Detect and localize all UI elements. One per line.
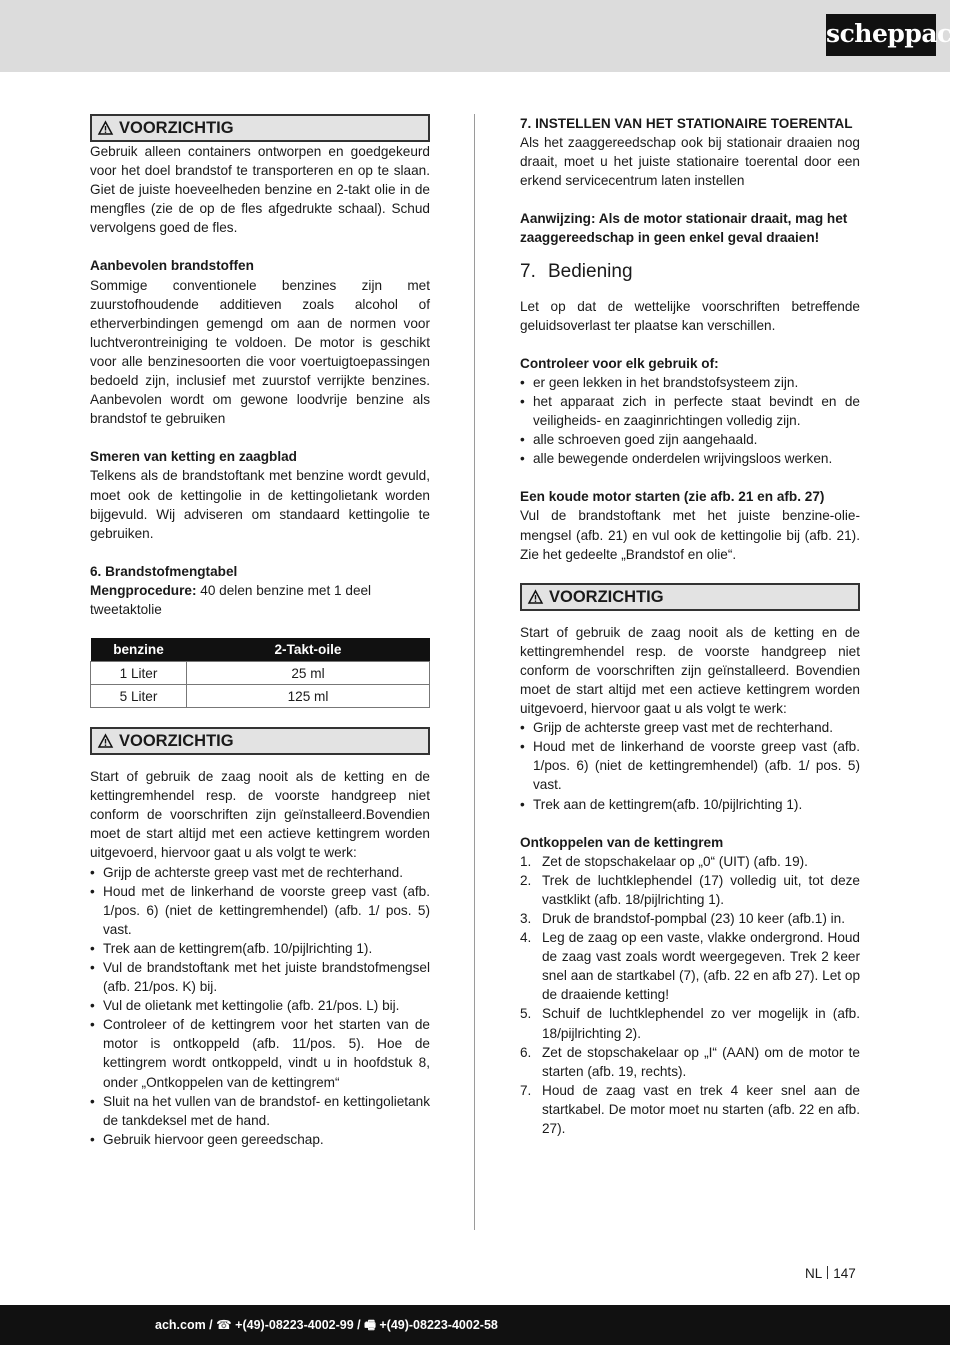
fuel-mix-table [90,638,430,708]
brand-logo: scheppach [826,14,936,56]
caution-box [520,583,860,611]
table-cell: 1 Liter [91,662,187,685]
page-number-separator [827,1266,828,1279]
list-item [520,928,860,1004]
warning-triangle-icon [528,587,543,611]
section-title: Bediening [548,260,633,282]
list-item [520,871,860,909]
list-item: • Trek aan de kettingrem(afb. 10/pijlrichting 1). [520,795,860,814]
mix-label: Mengprocedure: [90,582,197,598]
list-item [520,1081,860,1138]
table-cell: 5 Liter [91,685,187,708]
table-cell: 25 ml [187,662,430,685]
list-item: • Grijp de achterste greep vast met de rechterhand. [520,718,860,737]
step-text: Leg de zaag op een vaste, vlakke ondergrond. Houd de zaag vast zoals wordt weergegeven. Trek 2 keer snel aan de startkabel (7), (afb. 22 en afb 27). Let op de draaiende ketting! [542,930,860,1003]
caution-box [90,727,430,755]
step-number: 7. [520,1082,532,1098]
table-row [91,685,430,708]
list-item [520,1004,860,1042]
heading-fuel-mix-table: 6. Brandstofmengtabel [90,563,238,579]
table-header-oil: 2-Takt-oile [187,638,430,662]
header-bar [0,0,969,72]
step-text: Trek de luchtklephendel (17) volledig uit, tot deze vastklikt (afb. 18/pijlrichting 1). [542,872,860,907]
section-number: 7. [520,260,536,282]
start-steps-list [90,863,430,1149]
heading-idle-speed: 7. INSTELLEN VAN HET STATIONAIRE TOERENTAL [520,116,853,131]
section-title-operation [520,259,860,285]
list-item [520,1043,860,1081]
mix-text: 40 delen benzine met 1 deel tweetaktolie [90,582,372,617]
heading-cold-start: Een koude motor starten (zie afb. 21 en afb. 27) [520,489,825,505]
step-number: 4. [520,930,532,946]
paragraph-start-warning: Start of gebruik de zaag nooit als de ketting en de kettingremhendel resp. de voorste handgreep niet conform de voorschriften zijn geïnstalleerd. Bovendien moet de start altijd met een actieve kettingrem worden uitgevoerd, hiervoor gaat u als volgt te werk: [520,624,860,717]
paragraph-start-warning: Start of gebruik de zaag nooit als de ketting en de kettingremhendel resp. de voorste handgreep niet conform de voorschriften zijn geïnstalleerd.Bovendien moet de start altijd met een actieve kettingrem worden uitgevoerd, hiervoor gaat u als volgt te werk: [90,769,430,861]
list-item: • Controleer of de kettingrem voor het starten van de motor is ontkoppeld (afb. 11/pos. 5). Hoe de kettingrem wordt ontkoppeld, vindt u in hoofdstuk 8, onder „Ontkoppelen van de kettingrem“ [90,1015,430,1091]
paragraph-lubrication: Telkens als de brandstoftank met benzine wordt gevuld, moet ook de kettingolie in de kettingolietank worden bijgevuld. Wij adviseren om standaard kettingolie te gebruiken. [90,468,430,541]
step-text: Zet de stopschakelaar op „I“ (AAN) om de motor te starten (afb. 19, rechts). [542,1044,860,1079]
table-row [91,662,430,685]
right-column [520,114,860,1138]
caution-box [90,114,430,142]
release-steps-list [520,852,860,1138]
list-item: • het apparaat zich in perfecte staat bevindt en de veiligheids- en zaaginrichtingen volledig zijn. [520,392,860,430]
footer-bar [0,1305,950,1345]
footer-contact: ach.com / ☎ +(49)-08223-4002-99 / 🖷 +(49)-08223-4002-58 [155,1318,498,1332]
caution-title: VOORZICHTIG [119,119,234,137]
heading-release-chain-brake: Ontkoppelen van de kettingrem [520,834,724,850]
list-item: • Vul de olietank met kettingolie (afb. 21/pos. L) bij. [90,996,430,1015]
page-number [805,1266,856,1281]
list-item: • Houd met de linkerhand de voorste greep vast (afb. 1/pos. 6) (niet de kettingremhendel) (afb. 1/ pos. 5) vast. [520,737,860,794]
step-number: 1. [520,853,532,869]
step-text: Schuif de luchtklephendel zo ver mogelijk in (afb. 18/pijlrichting 2). [542,1006,860,1041]
step-text: Houd de zaag vast en trek 4 keer snel aan de startkabel. De motor moet nu starten (afb. 22 en afb. 27). [542,1082,860,1137]
paragraph-mix-procedure [90,581,430,619]
column-divider [474,114,475,1230]
step-text: Zet de stopschakelaar op „0“ (UIT) (afb. 19). [542,853,808,869]
list-item: • er geen lekken in het brandstofsysteem zijn. [520,373,860,392]
page-number-value: 147 [833,1266,856,1281]
language-code: NL [805,1266,823,1281]
check-list [520,373,860,468]
paragraph-containers: Gebruik alleen containers ontworpen en goedgekeurd voor het doel brandstof te transporteren en op te slaan. Giet de juiste hoeveelheden benzine en 2-takt olie in de mengfles (zie de op de fles afgedrukte schaal). Schud vervolgens goed de fles. [90,144,430,236]
start-steps-list [520,718,860,813]
list-item: • alle schroeven goed zijn aangehaald. [520,430,860,449]
paragraph-noise: Let op dat de wettelijke voorschriften betreffende geluidsoverlast ter plaatse kan verschillen. [520,298,860,333]
paragraph-cold-start: Vul de brandstoftank met het juiste benzine-olie-mengsel (afb. 21) en vul ook de kettingolie bij (afb. 21). Zie het gedeelte „Brandstof en olie“. [520,508,860,562]
list-item: • Sluit na het vullen van de brandstof- en kettingolietank de tankdeksel met de hand. [90,1092,430,1130]
list-item: • Grijp de achterste greep vast met de rechterhand. [90,863,430,882]
step-number: 3. [520,911,532,926]
paragraph-fuel: Sommige conventionele benzines zijn met zuurstofhoudende additieven zoals alcohol of etherverbindingen gemengd om aan de normen voor luchtverontreiniging te voldoen. De motor is geschikt voor alle benzinesoorten die voor voertuigtoepassingen bedoeld zijn, inclusief met zuurstof verrijkte benzines. Aanbevolen wordt om gewone loodvrije benzine als brandstof te gebruiken [90,277,430,427]
table-cell: 125 ml [187,685,430,708]
heading-check-before-use: Controleer voor elk gebruik of: [520,355,719,371]
heading-recommended-fuel: Aanbevolen brandstoffen [90,258,254,274]
list-item: • Gebruik hiervoor geen gereedschap. [90,1130,430,1149]
list-item [520,852,860,871]
heading-lubrication: Smeren van ketting en zaagblad [90,449,297,465]
paragraph-idle-speed: Als het zaaggereedschap ook bij stationair draaien nog draait, moet u het juiste stationaire toerental door een erkend servicecentrum laten instellen [520,135,860,189]
list-item: • Houd met de linkerhand de voorste greep vast (afb. 1/pos. 6) (niet de kettingremhendel) (afb. 1/ pos. 5) vast. [90,882,430,939]
table-header-benzine: benzine [91,638,187,662]
caution-title: VOORZICHTIG [549,587,664,606]
note-idle: Aanwijzing: Als de motor stationair draait, mag het zaaggereedschap in geen enkel geval draaien! [520,211,848,246]
warning-triangle-icon [98,118,113,142]
step-number: 6. [520,1044,532,1060]
list-item: • Trek aan de kettingrem(afb. 10/pijlrichting 1). [90,939,430,958]
list-item: • alle bewegende onderdelen wrijvingsloos werken. [520,449,860,468]
step-number: 5. [520,1006,532,1022]
left-column [90,114,430,1149]
step-text: Druk de brandstof-pompbal (23) 10 keer (afb.1) in. [542,911,845,926]
list-item [520,909,860,928]
step-number: 2. [520,872,532,888]
list-item: • Vul de brandstoftank met het juiste brandstofmengsel (afb. 21/pos. K) bij. [90,958,430,996]
warning-triangle-icon [98,731,113,755]
table-header-row [91,638,430,662]
caution-title: VOORZICHTIG [119,732,234,751]
